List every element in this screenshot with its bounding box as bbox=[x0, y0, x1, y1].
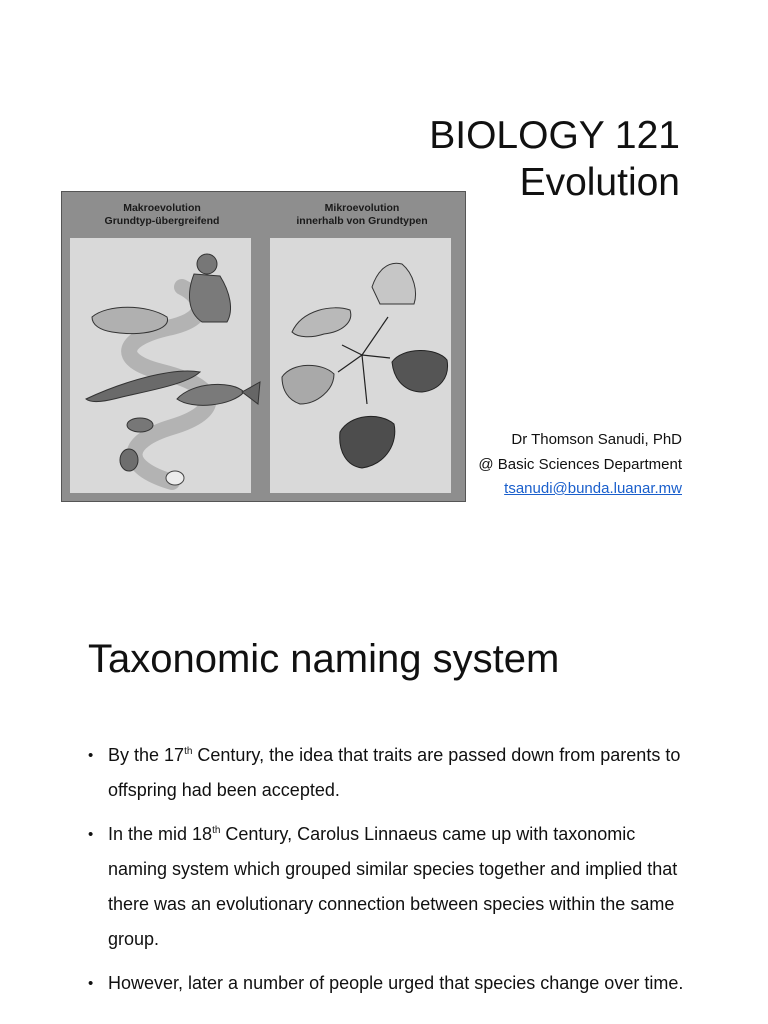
wolf-howling-figure bbox=[372, 263, 416, 304]
author-name: Dr Thomson Sanudi, PhD bbox=[511, 431, 682, 448]
arthropod-figure bbox=[127, 418, 153, 432]
slide-title bbox=[429, 112, 680, 206]
bullet-list bbox=[88, 738, 688, 1010]
fox-figure bbox=[292, 308, 351, 337]
course-code: BIOLOGY 121 bbox=[429, 114, 680, 157]
bullet-icon: • bbox=[88, 826, 94, 843]
bullet-icon: • bbox=[88, 747, 94, 764]
author-department: @ Basic Sciences Department bbox=[478, 455, 682, 473]
evolution-figure bbox=[61, 191, 466, 502]
course-topic: Evolution bbox=[519, 161, 680, 204]
evolution-illustration bbox=[62, 192, 465, 501]
author-email-link[interactable]: tsanudi@bunda.luanar.mw bbox=[504, 480, 682, 497]
author-info bbox=[478, 428, 682, 502]
human-figure bbox=[197, 254, 217, 274]
dark-wolf-figure bbox=[340, 416, 395, 468]
list-item: • In the mid 18th Century, Carolus Linnaeus came up with taxonomic naming system which grouped similar species together and implied that there was an evolutionary connection between species within the same group. bbox=[88, 817, 688, 957]
macroevolution-heading: Makroevolution Grundtyp-übergreifend bbox=[104, 202, 220, 227]
mammal-figure bbox=[92, 307, 168, 333]
bullet-icon: • bbox=[88, 975, 94, 992]
poodle-figure bbox=[392, 350, 448, 392]
dog-arrows bbox=[338, 317, 390, 404]
list-item: • However, later a number of people urged that species change over time. bbox=[88, 966, 688, 1001]
trilobite-figure bbox=[120, 449, 138, 471]
microevolution-heading: Mikroevolution innerhalb von Grundtypen bbox=[296, 202, 428, 227]
list-item: • By the 17th Century, the idea that traits are passed down from parents to offspring had been accepted. bbox=[88, 738, 688, 808]
cell-figure bbox=[166, 471, 184, 485]
section-title: Taxonomic naming system bbox=[88, 637, 560, 681]
wolf-figure bbox=[282, 365, 334, 404]
